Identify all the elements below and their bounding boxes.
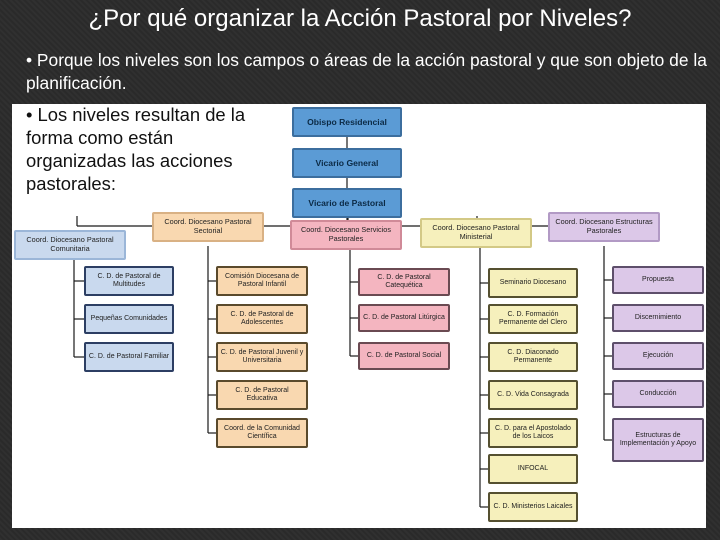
org-child-node: C. D. de Pastoral Social bbox=[358, 342, 450, 370]
org-child-node: C. D. para el Apostolado de los Laicos bbox=[488, 418, 578, 448]
org-head-estructuras: Coord. Diocesano Estructuras Pastorales bbox=[548, 212, 660, 242]
org-child-node: C. D. Ministerios Laicales bbox=[488, 492, 578, 522]
org-child-node: Pequeñas Comunidades bbox=[84, 304, 174, 334]
org-child-node: Seminario Diocesano bbox=[488, 268, 578, 298]
org-child-node: C. D. de Pastoral de Adolescentes bbox=[216, 304, 308, 334]
bullet-point-2: • Los niveles resultan de la forma como están organizadas las acciones pastorales: bbox=[26, 104, 246, 194]
org-node-vicario-pastoral: Vicario de Pastoral bbox=[292, 188, 402, 218]
org-child-node: INFOCAL bbox=[488, 454, 578, 484]
org-child-node: C. D. de Pastoral Juvenil y Universitaria bbox=[216, 342, 308, 372]
org-child-node: Discernimiento bbox=[612, 304, 704, 332]
org-child-node: C. D. de Pastoral de Multitudes bbox=[84, 266, 174, 296]
slide-title: ¿Por qué organizar la Acción Pastoral por Niveles? bbox=[88, 5, 632, 32]
org-child-node: C. D. de Pastoral Familiar bbox=[84, 342, 174, 372]
org-child-node: Comisión Diocesana de Pastoral Infantil bbox=[216, 266, 308, 296]
org-head-servicios: Coord. Diocesano Servicios Pastorales bbox=[290, 220, 402, 250]
org-head-comunitaria: Coord. Diocesano Pastoral Comunitaria bbox=[14, 230, 126, 260]
org-node-vicario-general: Vicario General bbox=[292, 148, 402, 178]
org-child-node: Propuesta bbox=[612, 266, 704, 294]
org-child-node: C. D. de Pastoral Educativa bbox=[216, 380, 308, 410]
org-child-node: C. D. Diaconado Permanente bbox=[488, 342, 578, 372]
org-child-node: C. D. Formación Permanente del Clero bbox=[488, 304, 578, 334]
org-child-node: Estructuras de Implementación y Apoyo bbox=[612, 418, 704, 462]
org-child-node: C. D. de Pastoral Catequética bbox=[358, 268, 450, 296]
org-node-obispo: Obispo Residencial bbox=[292, 107, 402, 137]
org-child-node: C. D. Vida Consagrada bbox=[488, 380, 578, 410]
org-child-node: Coord. de la Comunidad Científica bbox=[216, 418, 308, 448]
org-head-sectorial: Coord. Diocesano Pastoral Sectorial bbox=[152, 212, 264, 242]
org-head-ministerial: Coord. Diocesano Pastoral Ministerial bbox=[420, 218, 532, 248]
bullet-point-1: • Porque los niveles son los campos o áreas de la acción pastoral y que son objeto de la planificación. bbox=[26, 50, 707, 93]
org-child-node: C. D. de Pastoral Litúrgica bbox=[358, 304, 450, 332]
org-child-node: Ejecución bbox=[612, 342, 704, 370]
org-child-node: Conducción bbox=[612, 380, 704, 408]
